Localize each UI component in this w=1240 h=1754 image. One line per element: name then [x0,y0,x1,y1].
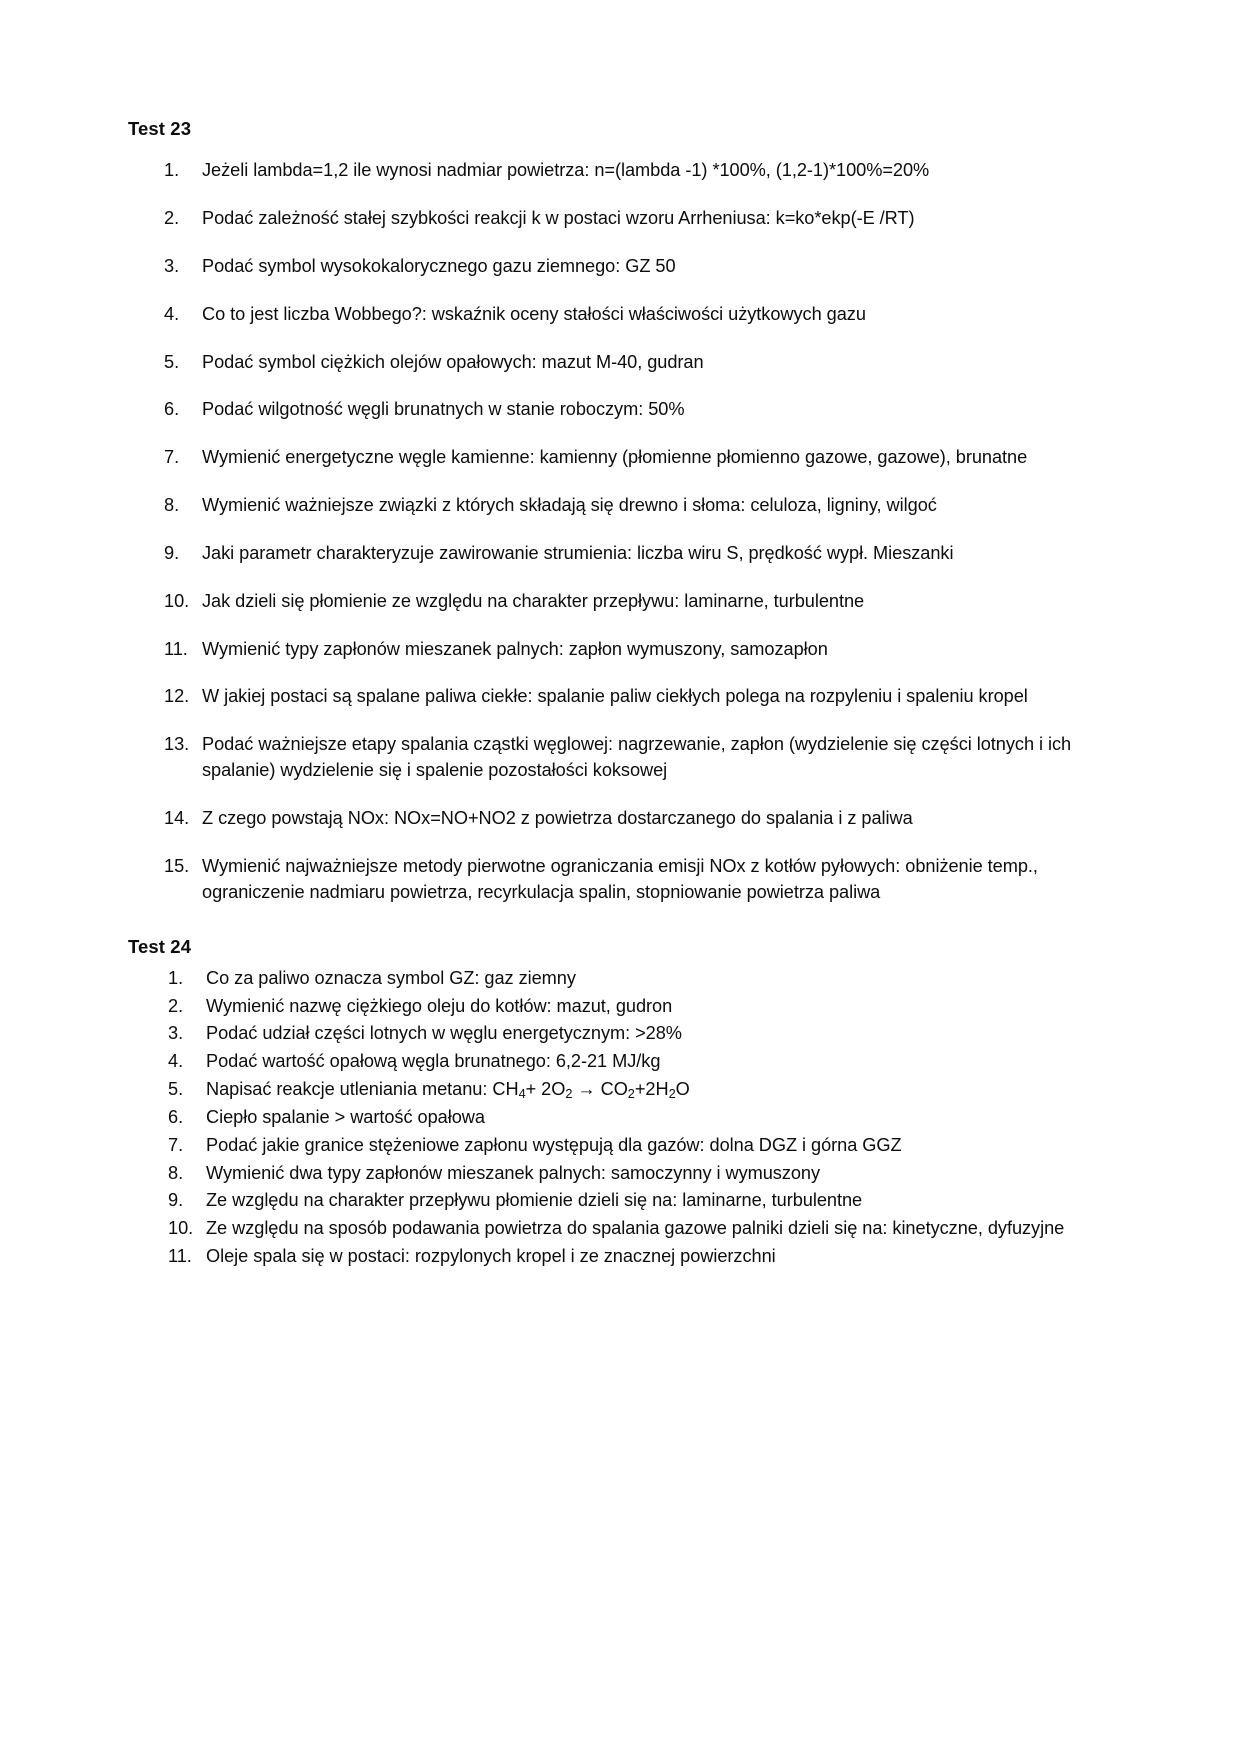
list-item [128,1216,1122,1242]
list-item-text: Wymienić energetyczne węgle kamienne: kamienny (płomienne płomienno gazowe, gazowe), brunatne [202,447,1028,468]
list-item-text: Co za paliwo oznacza symbol GZ: gaz ziemny [206,967,576,988]
list-item-number: 9. [164,542,180,563]
list-item-number: 3. [168,1023,184,1044]
list-item [128,806,1122,832]
list-item [128,966,1122,992]
list-item [128,1021,1122,1047]
list-item-number: 13. [164,734,190,755]
list-item-number: 1. [164,160,180,181]
list-item-number: 3. [164,255,180,276]
list-item-number: 15. [164,855,190,876]
list-item [128,1049,1122,1075]
list-item-number: 7. [164,447,180,468]
section-spacer [128,906,1122,936]
list-item-text: Podać ważniejsze etapy spalania cząstki węglowej: nagrzewanie, zapłon (wydzielenie się części lotnych i ich spalanie) wydzielenie się i spalenie pozostałości koksowej [202,734,1072,781]
list-item-number: 12. [164,686,190,707]
list-item [128,589,1122,615]
list-item [128,541,1122,567]
section-test-24 [128,936,1122,1270]
list-item-number: 11. [168,1246,192,1267]
list-item-number: 11. [164,638,188,659]
list-item-number: 9. [168,1190,184,1211]
list-item-text: Co to jest liczba Wobbego?: wskaźnik oceny stałości właściwości użytkowych gazu [202,303,866,324]
list-item-number: 2. [168,995,184,1016]
list-item [128,254,1122,280]
list-item-text: Oleje spala się w postaci: rozpylonych kropel i ze znacznej powierzchni [206,1246,776,1267]
list-item-number: 4. [168,1051,184,1072]
list-item-text: Podać zależność stałej szybkości reakcji k w postaci wzoru Arrheniusa: k=ko*ekp(-E /RT) [202,208,915,229]
list-item-number: 8. [168,1162,184,1183]
list-item-number: 8. [164,495,180,516]
list-item-text: Podać udział części lotnych w węglu energetycznym: >28% [206,1023,682,1044]
list-item-text: Wymienić nazwę ciężkiego oleju do kotłów: mazut, gudron [206,995,673,1016]
list-item [128,350,1122,376]
question-list-test-24 [128,966,1122,1270]
list-item [128,1105,1122,1131]
list-item-number: 6. [168,1106,184,1127]
list-item [128,1188,1122,1214]
question-list-test-23 [128,158,1122,905]
list-item [128,854,1122,906]
list-item [128,637,1122,663]
list-item [128,445,1122,471]
list-item-number: 5. [164,351,180,372]
list-item [128,206,1122,232]
list-item-number: 1. [168,967,184,988]
list-item-text: Wymienić ważniejsze związki z których składają się drewno i słoma: celuloza, ligniny, wilgoć [202,495,937,516]
list-item-number: 2. [164,208,180,229]
list-item-number: 10. [164,590,190,611]
list-item-number: 7. [168,1134,184,1155]
list-item-text: W jakiej postaci są spalane paliwa ciekłe: spalanie paliw ciekłych polega na rozpyleniu i spaleniu kropel [202,686,1028,707]
list-item [128,1133,1122,1159]
list-item-text: Ze względu na sposób podawania powietrza do spalania gazowe palniki dzieli się na: kinetyczne, dyfuzyjne [206,1218,1065,1239]
list-item [128,994,1122,1020]
list-item-text: Podać jakie granice stężeniowe zapłonu występują dla gazów: dolna DGZ i górna GGZ [206,1134,902,1155]
list-item [128,684,1122,710]
list-item-number: 4. [164,303,180,324]
list-item [128,1161,1122,1187]
list-item-number: 14. [164,808,190,828]
list-item-number: 10. [168,1218,194,1239]
section-heading-test-24: Test 24 [128,935,192,957]
list-item [128,732,1122,784]
list-item-text: Podać wilgotność węgli brunatnych w stanie roboczym: 50% [202,399,685,420]
list-item-text: Podać symbol wysokokalorycznego gazu ziemnego: GZ 50 [202,255,676,276]
list-item-text: Podać wartość opałową węgla brunatnego: 6,2-21 MJ/kg [206,1051,661,1072]
list-item-text: Jaki parametr charakteryzuje zawirowanie strumienia: liczba wiru S, prędkość wypł. Mieszanki [202,542,954,563]
list-item [128,302,1122,328]
list-item-text: Z czego powstają NOx: NOx=NO+NO2 z powietrza dostarczanego do spalania i z paliwa [202,808,913,828]
list-item [128,397,1122,423]
list-item-text: Wymienić dwa typy zapłonów mieszanek palnych: samoczynny i wymuszony [206,1162,821,1183]
list-item-number: 6. [164,399,180,420]
list-item-number: 5. [168,1079,184,1100]
list-item [128,493,1122,519]
list-item-text: Ze względu na charakter przepływu płomienie dzieli się na: laminarne, turbulentne [206,1190,863,1211]
list-item-text: Jak dzieli się płomienie ze względu na charakter przepływu: laminarne, turbulentne [202,590,865,611]
list-item [128,1077,1122,1103]
list-item-text: Podać symbol ciężkich olejów opałowych: mazut M-40, gudran [202,351,704,372]
section-test-23 [128,118,1122,906]
list-item-text: Jeżeli lambda=1,2 ile wynosi nadmiar powietrza: n=(lambda -1) *100%, (1,2-1)*100%=20% [202,160,930,181]
list-item [128,158,1122,184]
list-item-text: Wymienić najważniejsze metody pierwotne ograniczania emisji NOx z kotłów pyłowych: obniżenie temp., ograniczenie nadmiaru powietrza, recyrkulacja spalin, stopniowanie powietrza paliwa [202,855,1038,902]
list-item-text: Napisać reakcje utleniania metanu: $CH_4+ 2O_2 \to CO_2+2H_2O$ [206,1079,690,1101]
section-heading-test-23: Test 23 [128,118,192,139]
list-item-text: Ciepło spalanie > wartość opałowa [206,1106,485,1127]
list-item [128,1244,1122,1270]
list-item-text: Wymienić typy zapłonów mieszanek palnych: zapłon wymuszony, samozapłon [202,638,828,659]
